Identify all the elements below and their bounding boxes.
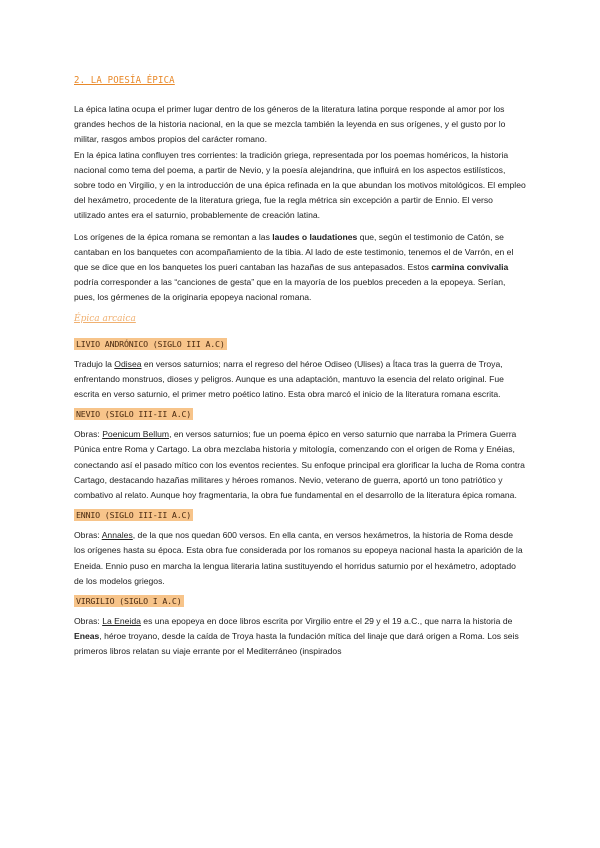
ennio-paragraph [74, 528, 526, 589]
nevio-paragraph [74, 427, 526, 503]
text-run: es una epopeya en doce libros escrita por Virgilio entre el 29 y el 19 a.C., que narra la historia de [140, 616, 513, 627]
author-heading-virgilio: VIRGILIO (SIGLO I A.C) [76, 596, 182, 607]
work-title: Poenicum Bellum [102, 429, 170, 440]
work-title: La Eneida [102, 616, 141, 627]
text-run: que, según el testimonio de Catón, se cantaban en los banquetes con acompañamiento de la tibia. Al lado de este testimonio, tenemos el de Varrón, en el que se dice que en los banquetes los pueri cantaban las hazañas de sus antepasados. Estos [74, 231, 514, 273]
text-run: podría corresponder a las “canciones de gesta” que en la mayoría de los pueblos preceden a la epopeya. Serían, pues, los gérmenes de la originaria epopeya nacional romana. [74, 277, 506, 303]
author-heading-nevio: NEVIO (SIGLO III-II A.C) [76, 409, 192, 420]
main-heading: 2. LA POESÍA ÉPICA [74, 75, 175, 86]
text-run: , héroe troyano, desde la caída de Troya hasta la fundación mítica del linaje que dará origen a Roma. Los seis primeros libros relatan su viaje errante por el Mediterráneo (inspirados [74, 631, 519, 657]
intro-paragraph-2: En la épica latina confluyen tres corrientes: la tradición griega, representada por los poemas homéricos, la historia nacional como tema del poema, a partir de Nevio, y la poesía alejandrina, que influirá en los aspectos estilísticos, sobre todo en Virgilio, y en la introducción de una épica refinada en la que abundan los motivos mitológicos. El empleo del hexámetro, procedente de la literatura griega, fue la regla métrica sin excepción a partir de Ennio. El verso utilizado antes era el saturnio, probablemente de creación latina. [74, 149, 526, 221]
text-run: Los orígenes de la épica romana se remontan a las [74, 231, 273, 242]
author-heading-ennio: ENNIO (SIGLO III-II A.C) [76, 510, 192, 521]
text-run: Tradujo la [74, 358, 115, 369]
bold-term-carmina: carmina convivalia [431, 262, 509, 273]
work-title: Annales [101, 530, 133, 541]
text-run: , en versos saturnios; fue un poema épico en verso saturnio que narraba la Primera Guerra Púnica entre Roma y Cartago. La obra mezclaba historia y mitología, comenzando con el origen de Roma y Enéias, conectando así el pasado mítico con los eventos recientes. Su enfoque principal era glorificar la lucha de Roma contra Cartago, destacando hazañas militares y héroes romanos. Nevio, veterano de guerra, aportó un tono patriótico y combativo al relato. Aunque hoy fragmentaria, la obra fue fundamental en el desarrollo de la literatura épica romana. [74, 429, 525, 501]
text-run: , de la que nos quedan 600 versos. En ella canta, en versos hexámetros, la historia de Roma desde los orígenes hasta su época. Esta obra fue considerada por los romanos su epopeya nacional hasta la aparición de la Eneida. Ennio puso en marcha la lengua literaria latina sustituyendo el horridus saturnio por el hexámetro, adoptado de los modelos griegos. [74, 530, 523, 586]
text-run: en versos saturnios; narra el regreso del héroe Odiseo (Ulises) a Ítaca tras la guerra de Troya, enfrentando monstruos, dioses y peligros. Aunque es una adaptación, mantuvo la esencia del relato original. Fue escrita en verso saturnio, el primer metro poético latino. Esta obra marcó el inicio de la literatura romana escrita. [74, 358, 504, 400]
section-title: Épica arcaica [74, 313, 136, 324]
bold-term-eneas: Eneas [74, 631, 100, 642]
author-heading-livio: LIVIO ANDRÓNICO (SIGLO III A.C) [76, 338, 225, 349]
work-title: Odisea [114, 358, 142, 369]
bold-term-laudes: laudes o laudationes [272, 231, 358, 242]
text-run: Obras: [74, 429, 103, 440]
intro-paragraph-3 [74, 230, 526, 306]
intro-paragraph-1: La épica latina ocupa el primer lugar dentro de los géneros de la literatura latina porque responde al amor por los grandes hechos de la historia nacional, en la que se mezcla también la leyenda en sus orígenes, y el gusto por lo militar, rasgos ambos propios del carácter romano. [74, 104, 506, 145]
virgilio-paragraph [74, 614, 526, 660]
text-run: Obras: [74, 530, 102, 541]
livio-paragraph [74, 357, 526, 403]
text-run: Obras: [74, 616, 103, 627]
